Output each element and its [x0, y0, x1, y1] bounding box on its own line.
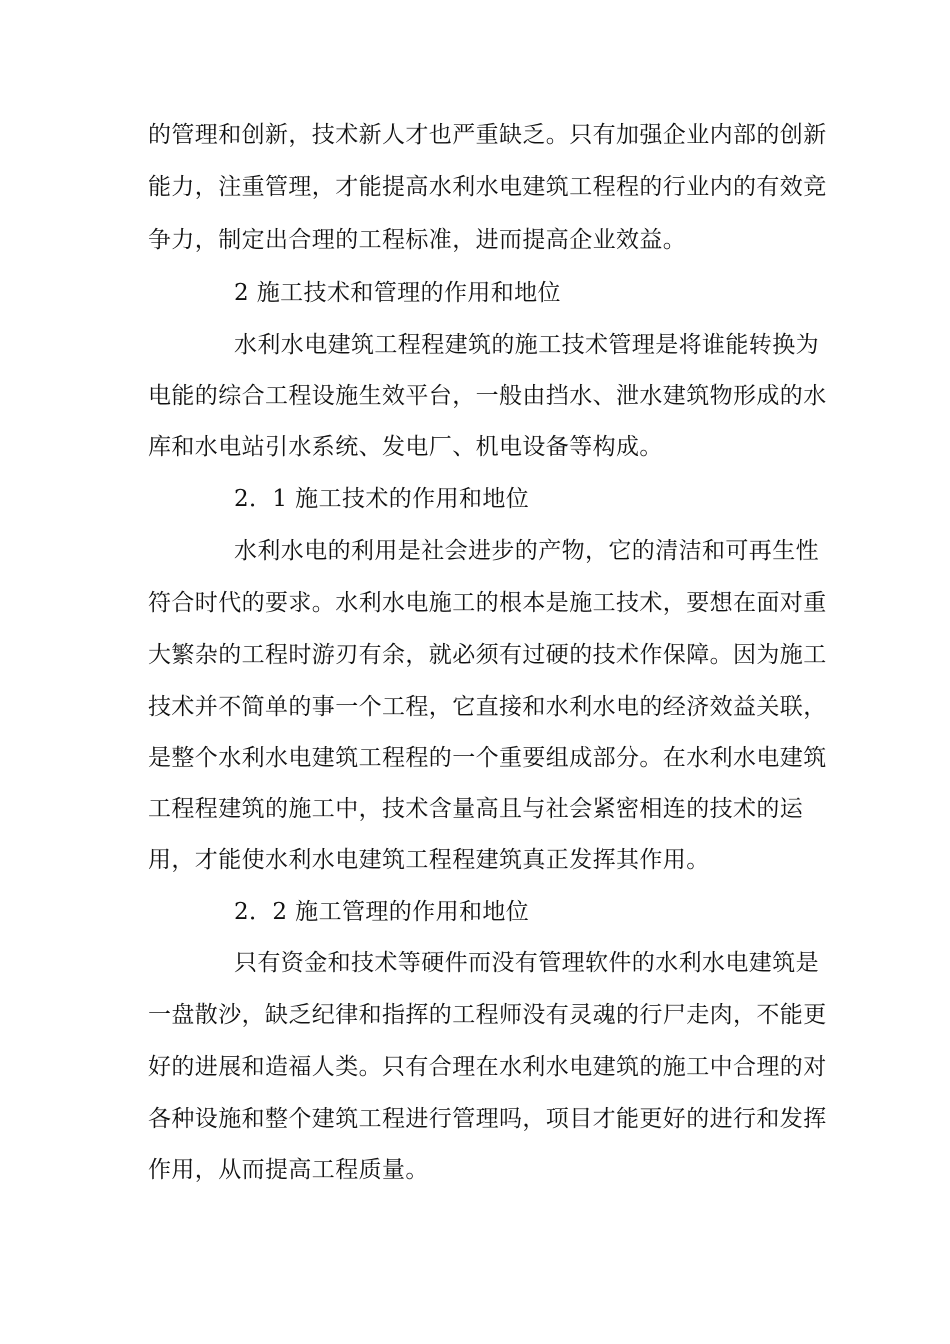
text-line: 技术并不简单的事一个工程，它直接和水利水电的经济效益关联，: [148, 694, 827, 720]
text-line: 大繁杂的工程时游刃有余，就必须有过硬的技术作保障。因为施工: [148, 642, 827, 668]
text-line: 用，才能使水利水电建筑工程程建筑真正发挥其作用。: [148, 847, 710, 873]
subsection-heading: 2．2 施工管理的作用和地位: [234, 899, 530, 925]
text-line: 能力，注重管理，才能提高水利水电建筑工程程的行业内的有效竞: [148, 174, 827, 200]
section-heading: 2 施工技术和管理的作用和地位: [234, 280, 561, 306]
text-line: 工程程建筑的施工中，技术含量高且与社会紧密相连的技术的运: [148, 796, 804, 822]
text-line: 库和水电站引水系统、发电厂、机电设备等构成。: [148, 434, 663, 460]
text-line: 是整个水利水电建筑工程程的一个重要组成部分。在水利水电建筑: [148, 745, 827, 771]
paragraph-first-line: 水利水电建筑工程程建筑的施工技术管理是将谁能转换为: [234, 332, 819, 358]
text-line: 的管理和创新，技术新人才也严重缺乏。只有加强企业内部的创新: [148, 122, 827, 148]
paragraph-first-line: 水利水电的利用是社会进步的产物，它的清洁和可再生性: [234, 538, 819, 564]
paragraph-first-line: 只有资金和技术等硬件而没有管理软件的水利水电建筑是: [234, 950, 819, 976]
text-line: 符合时代的要求。水利水电施工的根本是施工技术，要想在面对重: [148, 590, 827, 616]
text-line: 作用，从而提高工程质量。: [148, 1157, 429, 1183]
subsection-heading: 2．1 施工技术的作用和地位: [234, 486, 530, 512]
text-line: 各种设施和整个建筑工程进行管理吗，项目才能更好的进行和发挥: [148, 1106, 827, 1132]
text-line: 电能的综合工程设施生效平台，一般由挡水、泄水建筑物形成的水: [148, 383, 827, 409]
text-line: 好的进展和造福人类。只有合理在水利水电建筑的施工中合理的对: [148, 1054, 827, 1080]
text-line: 一盘散沙，缺乏纪律和指挥的工程师没有灵魂的行尸走肉，不能更: [148, 1002, 827, 1028]
text-line: 争力，制定出合理的工程标准，进而提高企业效益。: [148, 227, 687, 253]
